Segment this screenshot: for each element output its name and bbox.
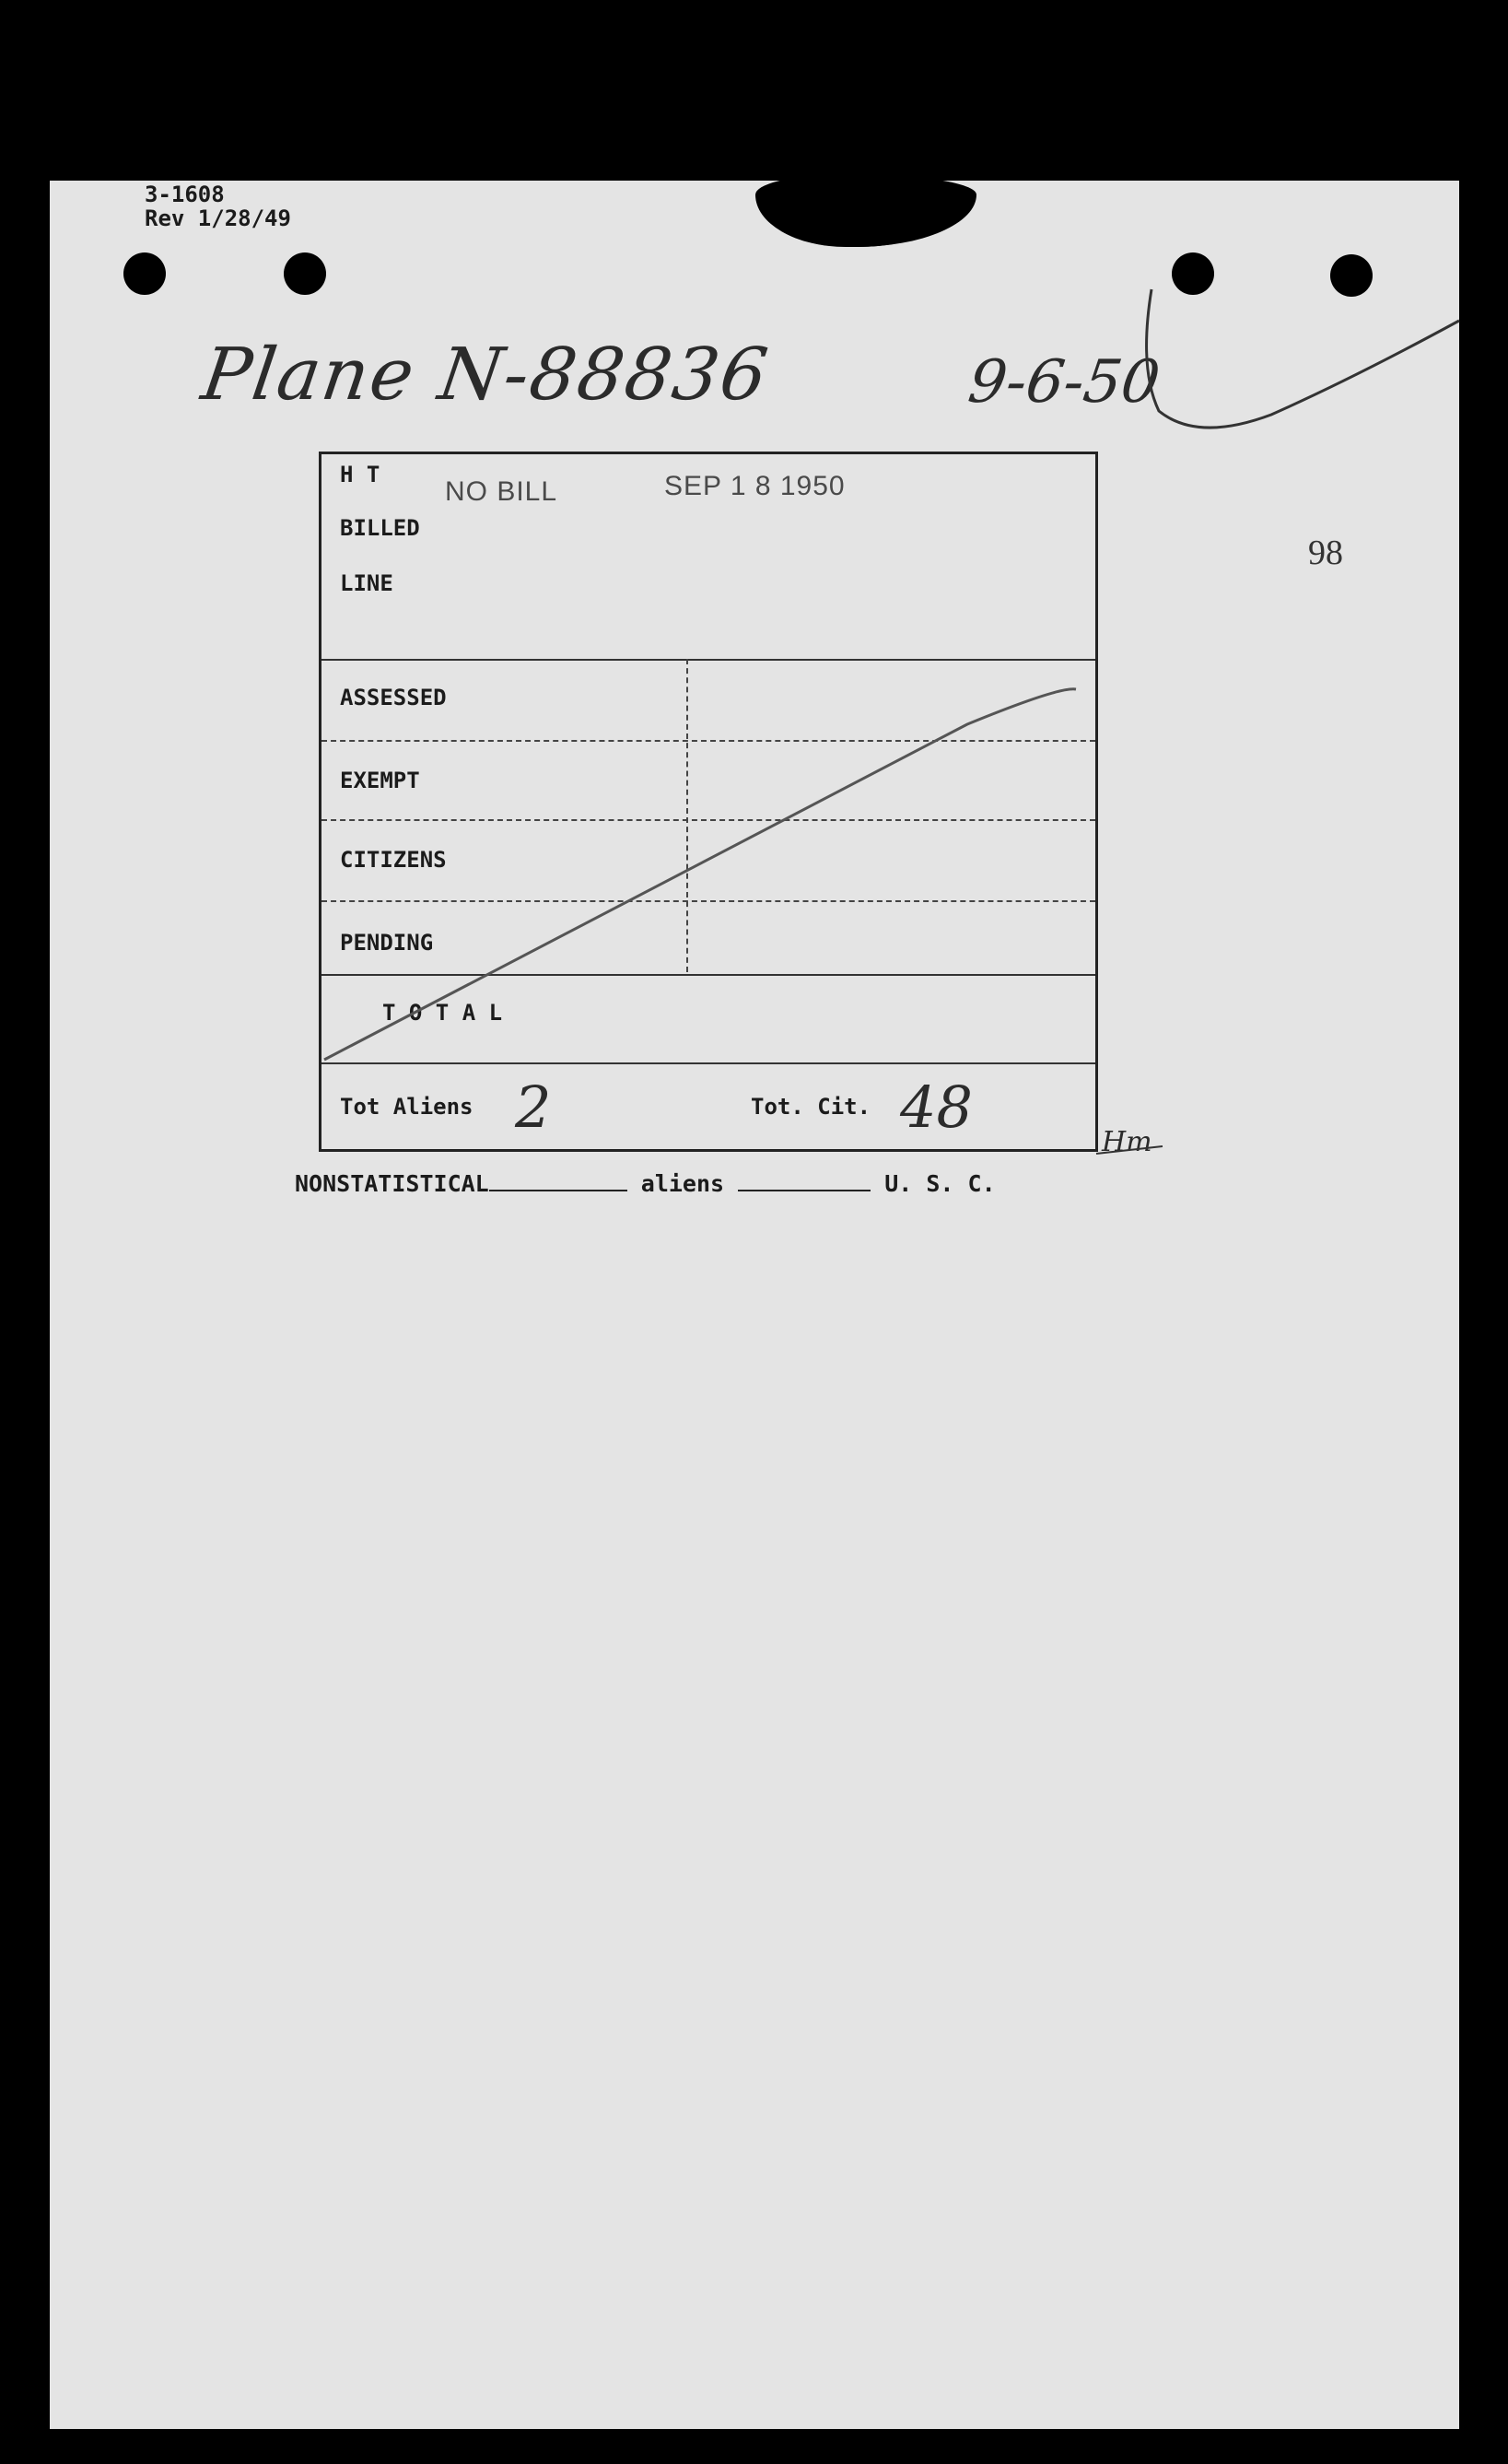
cancel-diagonal-stroke bbox=[324, 689, 1076, 1060]
tot-aliens-value: 2 bbox=[515, 1074, 552, 1141]
page-number: 98 bbox=[1308, 534, 1343, 572]
nonstatistical-label: NONSTATISTICAL bbox=[295, 1170, 489, 1197]
total-label: T O T A L bbox=[382, 1000, 503, 1026]
aliens-label: aliens bbox=[640, 1170, 725, 1197]
handwritten-date: 9-6-50 bbox=[964, 348, 1164, 417]
form-number: 3-1608 bbox=[145, 182, 225, 207]
assessed-label: ASSESSED bbox=[340, 685, 447, 710]
citizens-label: CITIZENS bbox=[340, 847, 447, 873]
billed-label: BILLED bbox=[340, 515, 420, 541]
handwritten-plane-id: Plane N-88836 bbox=[196, 334, 775, 417]
tot-aliens-label: Tot Aliens bbox=[340, 1094, 473, 1120]
initials-underline-stroke bbox=[1096, 1146, 1163, 1154]
usc-label: U. S. C. bbox=[884, 1170, 996, 1197]
date-stamp: SEP 1 8 1950 bbox=[664, 471, 846, 501]
no-bill-stamp: NO BILL bbox=[445, 476, 558, 507]
handwritten-initials: Hm bbox=[1102, 1126, 1152, 1158]
ht-label: H T bbox=[340, 462, 380, 487]
tot-cit-value: 48 bbox=[900, 1074, 973, 1141]
exempt-label: EXEMPT bbox=[340, 768, 420, 793]
line-label: LINE bbox=[340, 570, 393, 596]
pending-label: PENDING bbox=[340, 930, 434, 956]
tot-cit-label: Tot. Cit. bbox=[751, 1094, 871, 1120]
margin-curve-stroke bbox=[1147, 289, 1459, 428]
form-revision: Rev 1/28/49 bbox=[145, 205, 291, 231]
